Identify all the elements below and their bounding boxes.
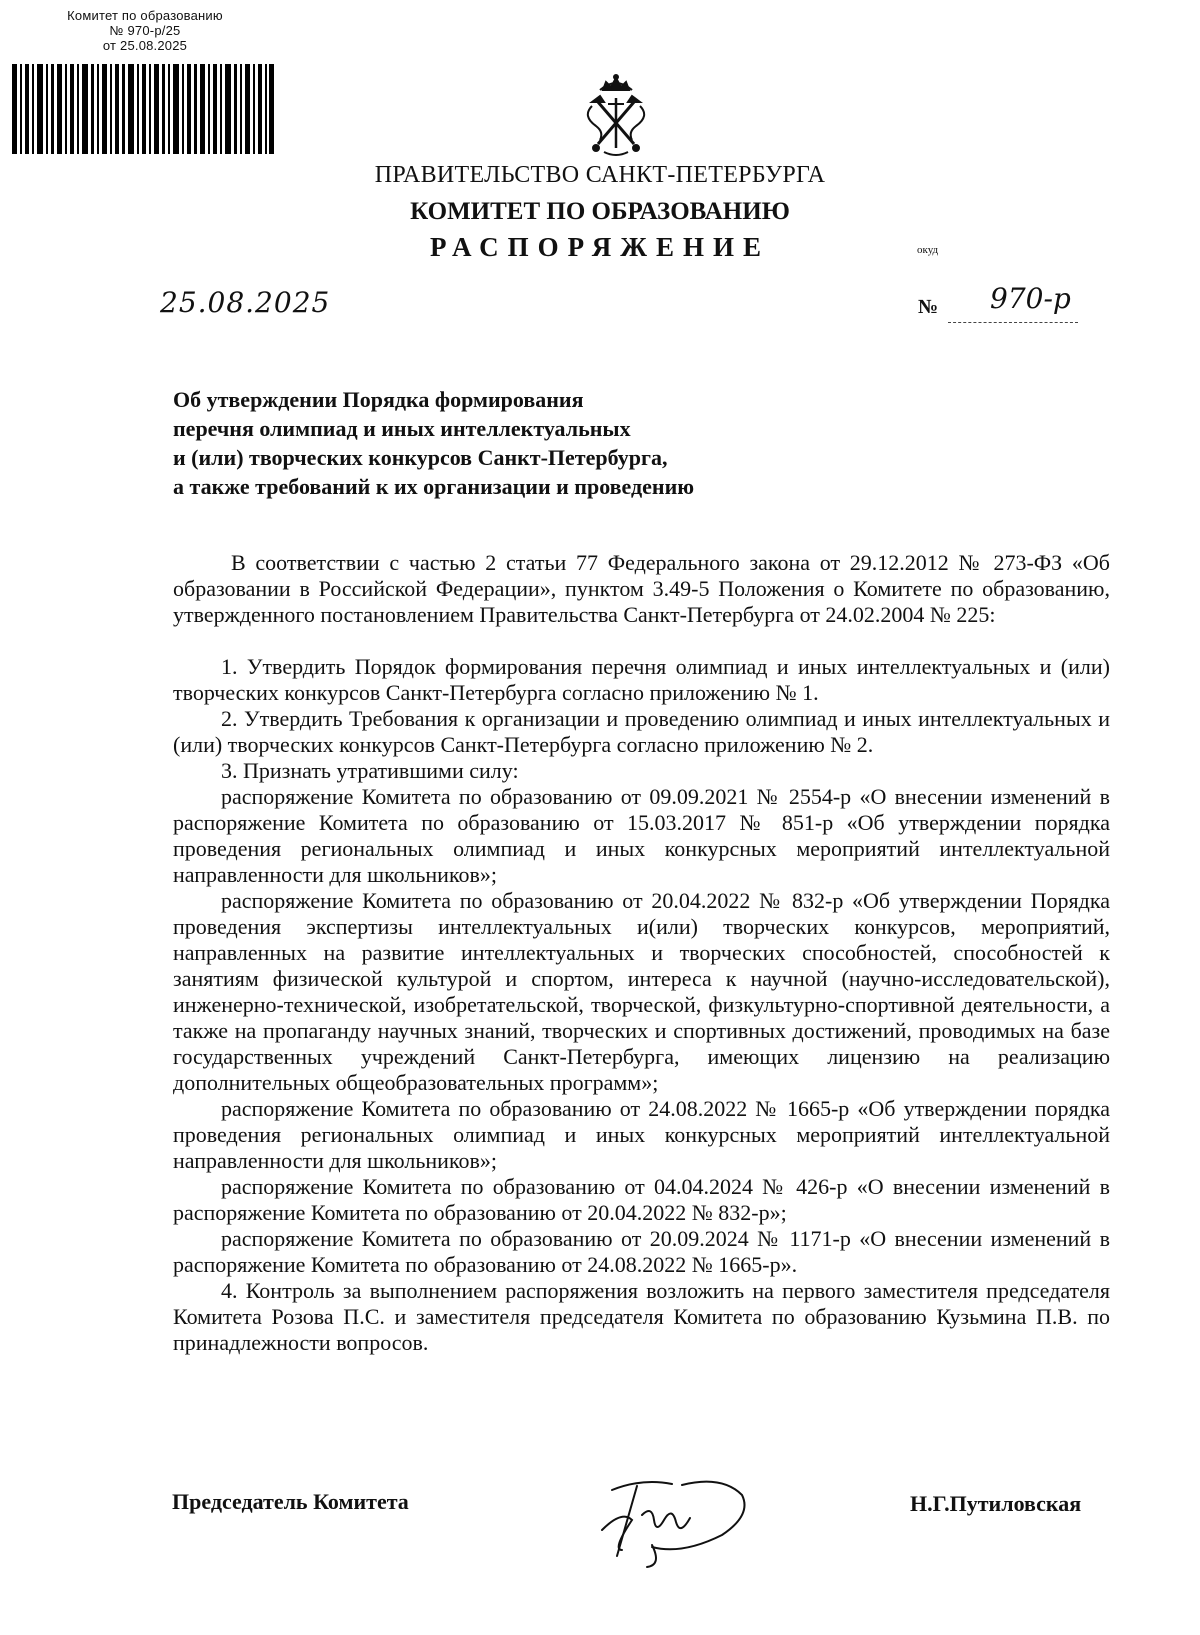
- item-1: 1. Утвердить Порядок формирования перечня олимпиад и иных интеллектуальных и (или) творческих конкурсов Санкт-Петербурга согласно приложению № 1.: [173, 654, 1110, 705]
- signatory-name: Н.Г.Путиловская: [910, 1491, 1082, 1516]
- signatory-role: Председатель Комитета: [172, 1489, 409, 1514]
- barcode: [12, 64, 274, 154]
- government-name: ПРАВИТЕЛЬСТВО САНКТ-ПЕТЕРБУРГА: [374, 162, 826, 188]
- committee-name: КОМИТЕТ ПО ОБРАЗОВАНИЮ: [410, 198, 790, 225]
- coat-of-arms-icon: [578, 72, 654, 158]
- number-label: №: [918, 296, 939, 318]
- document-type: РАСПОРЯЖЕНИЕ: [429, 232, 771, 262]
- repealed-order: распоряжение Комитета по образованию от 20.04.2022 № 832-р «Об утверждении Порядка проведения экспертизы интеллектуальных и(или) творческих конкурсов, мероприятий, направленных на развитие интеллектуальных и творческих способностей, способностей к занятиям физической культурой и спортом, интереса к научной (научно-исследовательской), инженерно-технической, изобретательской, творческой, физкультурно-спортивной деятельности, а также на пропаганду научных знаний, творческих и спортивных достижений, проводимых на базе государственных учреждений Санкт-Петербурга, имеющих лицензию на реализацию дополнительных общеобразовательных программ»;: [173, 888, 1110, 1095]
- item-2: 2. Утвердить Требования к организации и проведению олимпиад и иных интеллектуальных и (или) творческих конкурсов Санкт-Петербурга согласно приложению № 2.: [173, 706, 1110, 757]
- document-body: [173, 550, 1110, 1356]
- title-line: а также требований к их организации и проведению: [173, 474, 695, 499]
- repealed-order: распоряжение Комитета по образованию от 09.09.2021 № 2554-р «О внесении изменений в распоряжение Комитета по образованию от 15.03.2017 № 851-р «Об утверждении порядка проведения региональных олимпиад и иных конкурсных мероприятий интеллектуальной направленности для школьников»;: [173, 784, 1110, 887]
- item-3: 3. Признать утратившими силу:: [221, 758, 519, 783]
- registration-stamp: [30, 8, 270, 53]
- stamp-reg-number: № 970-р/25: [109, 23, 181, 38]
- repealed-order: распоряжение Комитета по образованию от 20.09.2024 № 1171-р «О внесении изменений в распоряжение Комитета по образованию от 24.08.2022 № 1665-р».: [173, 1226, 1110, 1277]
- title-line: Об утверждении Порядка формирования: [173, 387, 584, 412]
- repealed-order: распоряжение Комитета по образованию от 24.08.2022 № 1665-р «Об утверждении порядка проведения региональных олимпиад и иных конкурсных мероприятий интеллектуальной направленности для школьников»;: [173, 1096, 1110, 1173]
- title-line: и (или) творческих конкурсов Санкт-Петербурга,: [173, 445, 668, 470]
- handwritten-date: 25.08.2025: [160, 286, 331, 319]
- stamp-reg-date: от 25.08.2025: [102, 38, 188, 53]
- document-title: [173, 385, 873, 501]
- title-line: перечня олимпиад и иных интеллектуальных: [173, 416, 631, 441]
- repealed-order: распоряжение Комитета по образованию от 04.04.2024 № 426-р «О внесении изменений в распоряжение Комитета по образованию от 20.04.2022 № 832-р»;: [173, 1174, 1110, 1225]
- handwritten-signature: [582, 1470, 752, 1570]
- okud-label: окуд: [917, 244, 939, 256]
- stamp-org: Комитет по образованию: [67, 8, 223, 23]
- number-underline: [948, 322, 1078, 323]
- item-4: 4. Контроль за выполнением распоряжения возложить на первого заместителя председателя Комитета Розова П.С. и заместителя председателя Комитета по образованию Кузьмина П.В. по принадлежности вопросов.: [173, 1278, 1110, 1355]
- handwritten-number: 970-р: [990, 282, 1071, 315]
- preamble-paragraph: В соответствии с частью 2 статьи 77 Федерального закона от 29.12.2012 № 273-ФЗ «Об образовании в Российской Федерации», пунктом 3.49-5 Положения о Комитете по образованию, утвержденного постановлением Правительства Санкт-Петербурга от 24.02.2004 № 225:: [173, 550, 1110, 627]
